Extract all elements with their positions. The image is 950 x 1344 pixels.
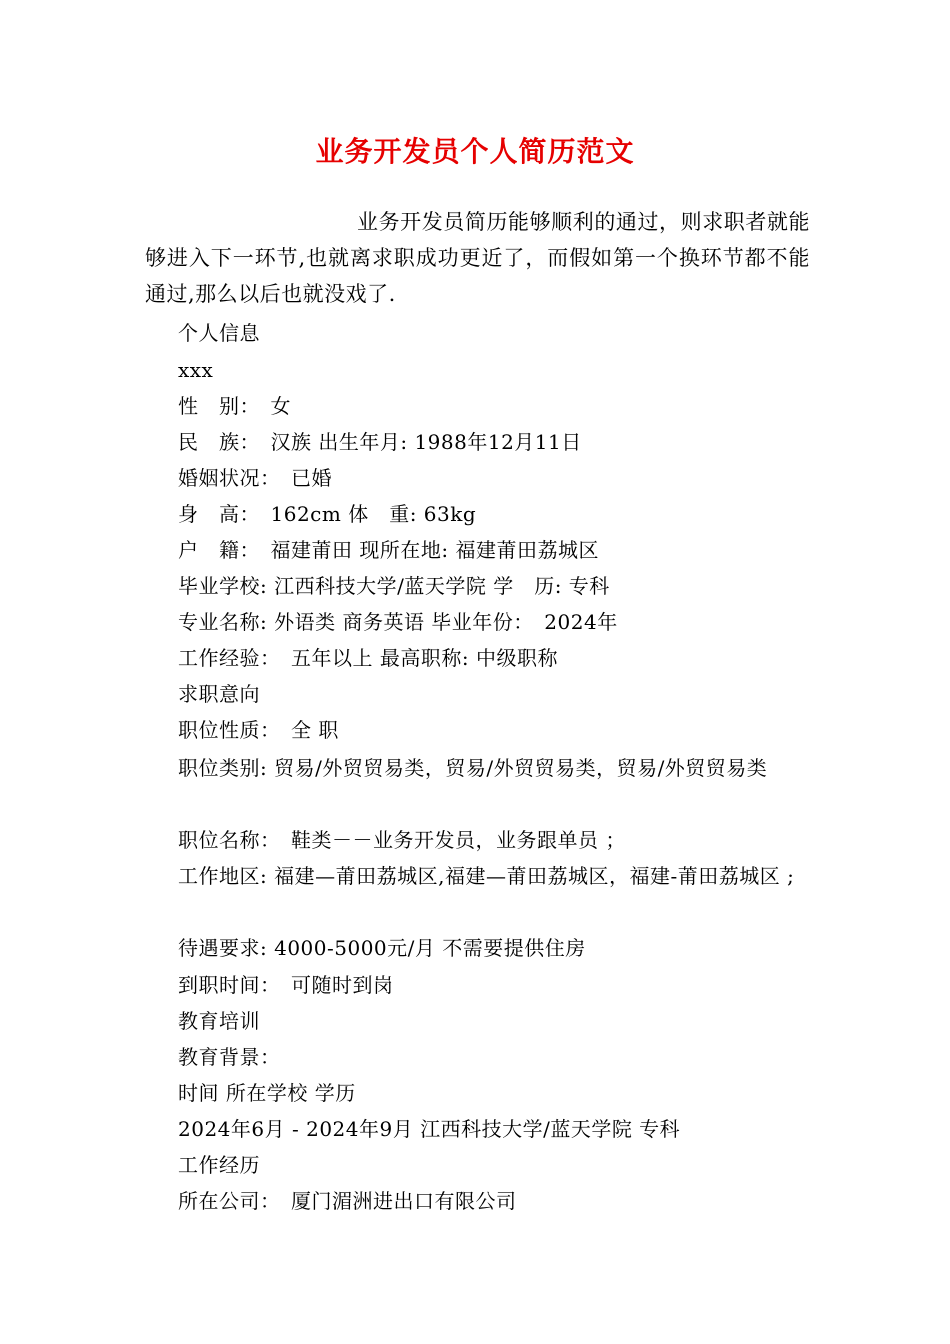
field-education-background: 教育背景： (178, 1045, 281, 1069)
field-name: xxx (178, 358, 214, 382)
section-heading-education: 教育培训 (178, 1009, 260, 1033)
field-school-degree: 毕业学校: 江西科技大学/蓝天学院 学 历: 专科 (178, 574, 610, 598)
intro-paragraph: 业务开发员简历能够顺利的通过，则求职者就能够进入下一环节,也就离求职成功更近了，而假如第一个换环节都不能通过,那么以后也就没戏了. (145, 210, 810, 306)
field-job-category: 职位类别: 贸易/外贸贸易类，贸易/外贸贸易类，贸易/外贸贸易类 (178, 756, 768, 780)
field-hometown-location: 户 籍： 福建莆田 现所在地: 福建莆田荔城区 (178, 538, 599, 562)
field-job-title: 职位名称： 鞋类－－业务开发员，业务跟单员 ； (178, 828, 626, 852)
education-row: 2024年6月 - 2024年9月 江西科技大学/蓝天学院 专科 (178, 1117, 681, 1141)
field-company: 所在公司： 厦门湄洲进出口有限公司 (178, 1189, 517, 1213)
education-columns: 时间 所在学校 学历 (178, 1081, 356, 1105)
field-height-weight: 身 高： 162cm 体 重: 63kg (178, 502, 477, 526)
field-work-area: 工作地区: 福建—莆田荔城区,福建—莆田荔城区，福建-莆田荔城区 ; (178, 864, 795, 888)
field-major-graduation: 专业名称: 外语类 商务英语 毕业年份： 2024年 (178, 610, 618, 634)
field-salary: 待遇要求: 4000-5000元/月 不需要提供住房 (178, 936, 586, 960)
field-marital-status: 婚姻状况： 已婚 (178, 466, 332, 490)
section-heading-work: 工作经历 (178, 1153, 260, 1177)
document-title: 业务开发员个人简历范文 (315, 135, 635, 168)
field-job-nature: 职位性质： 全 职 (178, 718, 339, 742)
field-ethnicity-birth: 民 族： 汉族 出生年月: 1988年12月11日 (178, 430, 582, 454)
field-start-time: 到职时间： 可随时到岗 (178, 973, 394, 997)
section-heading-personal: 个人信息 (178, 321, 260, 345)
field-gender: 性 别： 女 (178, 394, 291, 418)
field-experience-title: 工作经验： 五年以上 最高职称: 中级职称 (178, 646, 558, 670)
section-heading-intent: 求职意向 (178, 682, 260, 706)
